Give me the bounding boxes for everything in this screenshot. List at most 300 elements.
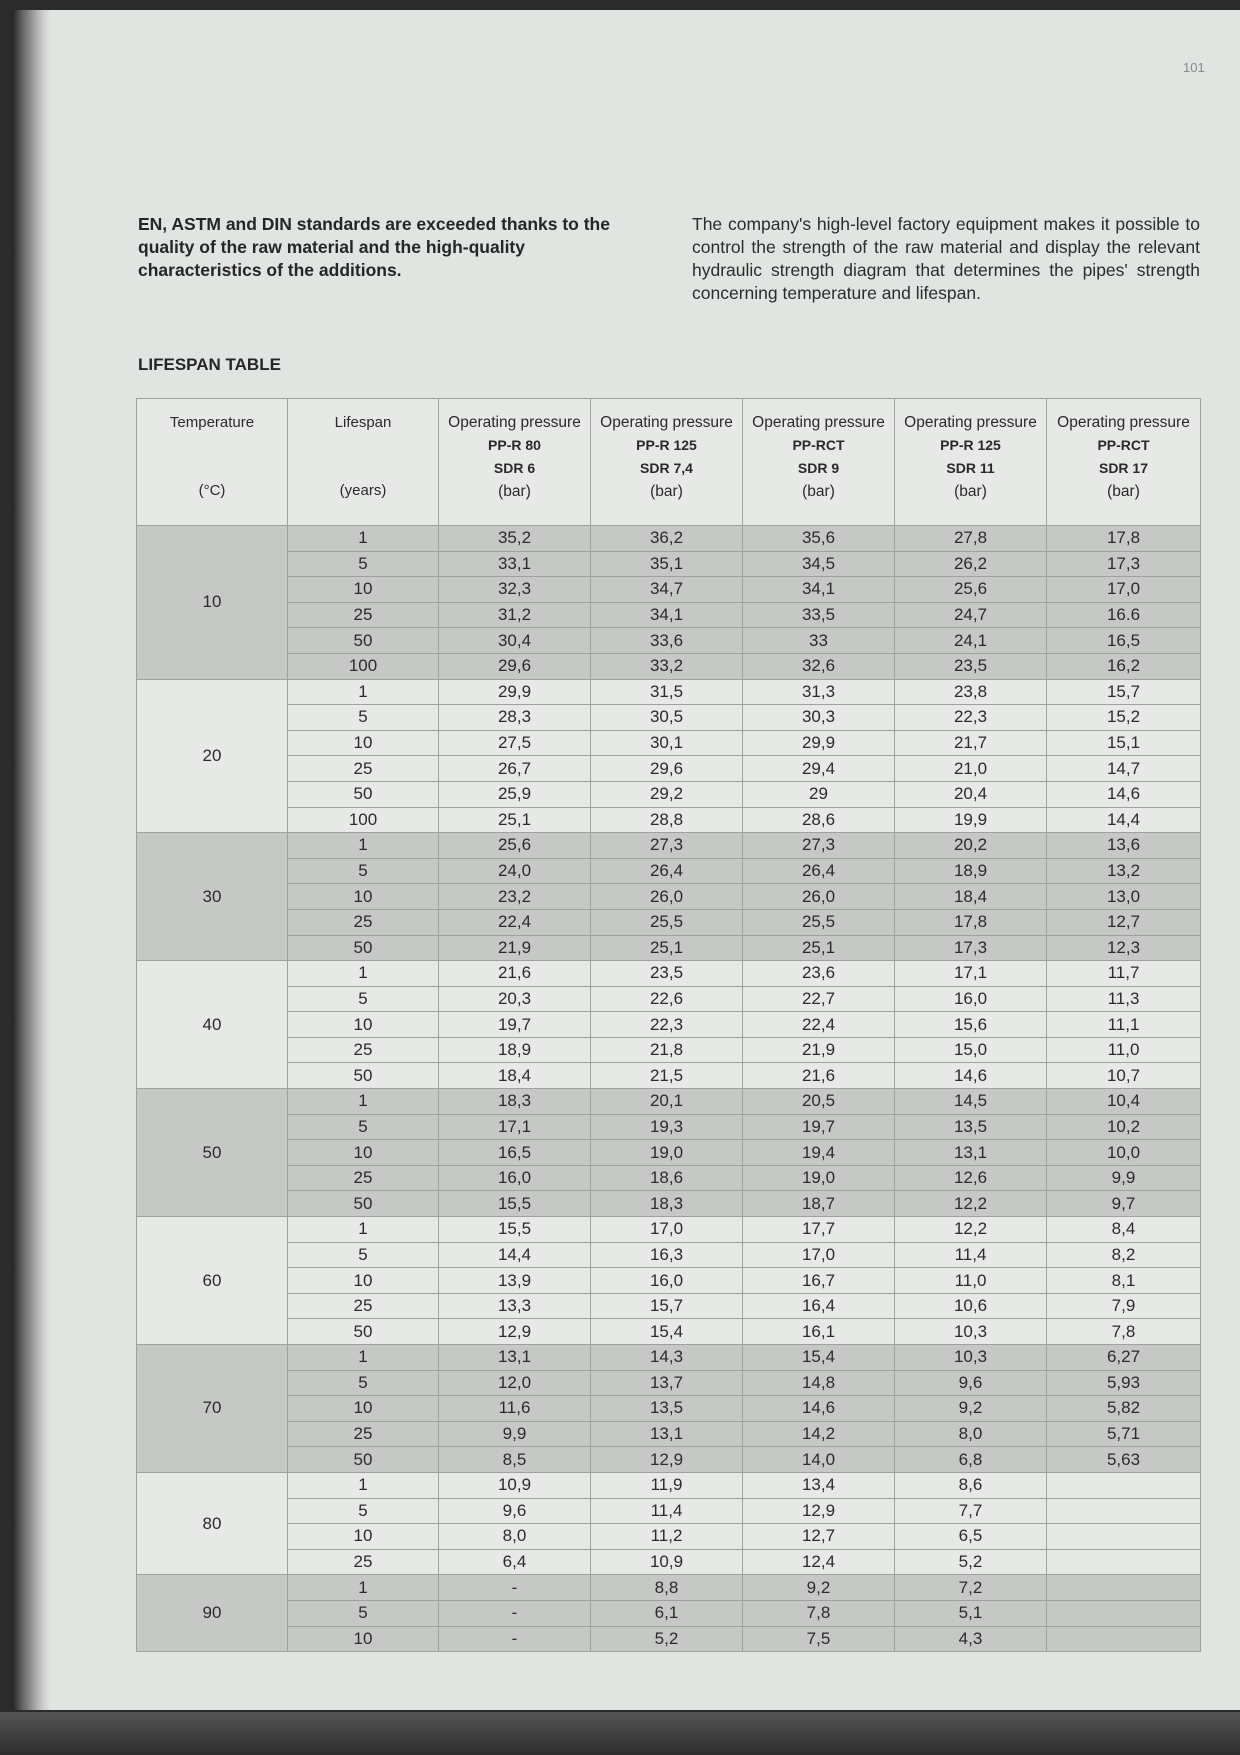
pressure-cell: 12,9 [743,1498,895,1524]
pressure-cell: 26,2 [895,551,1047,577]
lifespan-cell: 50 [288,628,439,654]
table-row [137,1114,1201,1140]
table-row [137,1549,1201,1575]
pressure-cell: 17,3 [1047,551,1201,577]
pressure-cell [1047,1626,1201,1652]
pressure-cell: 7,8 [1047,1319,1201,1345]
pressure-cell: 18,4 [439,1063,591,1089]
lifespan-cell: 10 [288,884,439,910]
lifespan-table [136,398,1201,1652]
pressure-cell: 21,9 [743,1037,895,1063]
pressure-cell: 31,5 [591,679,743,705]
pressure-cell: 7,7 [895,1498,1047,1524]
table-row [137,1063,1201,1089]
pressure-cell: 15,1 [1047,730,1201,756]
pressure-cell: 21,9 [439,935,591,961]
pressure-cell: 26,4 [591,858,743,884]
pressure-cell: 25,1 [591,935,743,961]
table-row [137,858,1201,884]
pressure-cell: 12,6 [895,1165,1047,1191]
table-row [137,1012,1201,1038]
lifespan-cell: 10 [288,577,439,603]
pressure-cell: 5,93 [1047,1370,1201,1396]
pressure-cell: 17,3 [895,935,1047,961]
pressure-cell: 32,6 [743,653,895,679]
pressure-cell: 13,1 [439,1345,591,1371]
pressure-cell: 8,6 [895,1472,1047,1498]
table-row [137,884,1201,910]
table-row [137,1217,1201,1243]
pressure-cell: 12,0 [439,1370,591,1396]
pressure-cell: 31,3 [743,679,895,705]
header-pressure-label: Operating pressure [600,414,733,431]
lifespan-cell: 25 [288,756,439,782]
pressure-cell: 8,4 [1047,1217,1201,1243]
pressure-cell: 28,8 [591,807,743,833]
pressure-cell: 22,7 [743,986,895,1012]
temperature-cell: 60 [137,1217,288,1345]
header-temperature [137,399,288,526]
pressure-cell: 13,1 [591,1421,743,1447]
pressure-cell: 5,1 [895,1600,1047,1626]
pressure-cell: 15,2 [1047,705,1201,731]
pressure-cell: 21,6 [439,961,591,987]
pressure-cell: 12,9 [439,1319,591,1345]
pressure-cell: 9,9 [439,1421,591,1447]
pressure-cell: 10,9 [439,1472,591,1498]
pressure-cell: 22,4 [743,1012,895,1038]
pressure-cell: 19,9 [895,807,1047,833]
lifespan-cell: 1 [288,1345,439,1371]
pressure-cell: 34,1 [743,577,895,603]
pressure-cell: 15,4 [743,1345,895,1371]
pressure-cell: 25,6 [439,833,591,859]
lifespan-cell: 5 [288,1600,439,1626]
pressure-cell: 5,2 [591,1626,743,1652]
header-material-type: PP-R 125 [940,437,1001,453]
pressure-cell [1047,1549,1201,1575]
header-pressure-unit: (bar) [954,483,987,500]
pressure-cell: 25,5 [743,909,895,935]
temperature-cell: 20 [137,679,288,833]
pressure-cell: 9,6 [895,1370,1047,1396]
table-row [137,526,1201,552]
pressure-cell: 11,7 [1047,961,1201,987]
lifespan-cell: 5 [288,1498,439,1524]
pressure-cell: 26,0 [743,884,895,910]
pressure-cell: 13,4 [743,1472,895,1498]
pressure-cell: 10,9 [591,1549,743,1575]
table-row [137,1345,1201,1371]
header-lifespan-label: Lifespan [334,414,392,431]
pressure-cell: 17,0 [1047,577,1201,603]
pressure-cell: 31,2 [439,602,591,628]
pressure-cell: 9,6 [439,1498,591,1524]
lifespan-cell: 25 [288,1421,439,1447]
pressure-cell: 13,7 [591,1370,743,1396]
pressure-cell: 11,0 [1047,1037,1201,1063]
pressure-cell: 9,7 [1047,1191,1201,1217]
pressure-cell: 5,63 [1047,1447,1201,1473]
pressure-cell: 20,1 [591,1089,743,1115]
pressure-cell: 36,2 [591,526,743,552]
pressure-cell: 33,6 [591,628,743,654]
lifespan-cell: 10 [288,1012,439,1038]
pressure-cell [1047,1524,1201,1550]
pressure-cell: 20,4 [895,781,1047,807]
table-row [137,961,1201,987]
pressure-cell: 23,2 [439,884,591,910]
pressure-cell: 21,6 [743,1063,895,1089]
pressure-cell [1047,1575,1201,1601]
table-row [137,679,1201,705]
pressure-cell: 9,2 [743,1575,895,1601]
table-header-row [137,399,1201,526]
pressure-cell: 10,2 [1047,1114,1201,1140]
lifespan-cell: 1 [288,833,439,859]
pressure-cell: 12,3 [1047,935,1201,961]
pressure-cell: 13,1 [895,1140,1047,1166]
header-pressure-unit: (bar) [650,483,683,500]
pressure-cell: 14,6 [895,1063,1047,1089]
pressure-cell: 15,0 [895,1037,1047,1063]
table-row [137,807,1201,833]
header-lifespan [288,399,439,526]
header-pressure-label: Operating pressure [904,414,1037,431]
temperature-cell: 40 [137,961,288,1089]
pressure-cell: 19,4 [743,1140,895,1166]
pressure-cell: 6,4 [439,1549,591,1575]
table-row [137,1447,1201,1473]
pressure-cell: 11,2 [591,1524,743,1550]
table-row [137,1293,1201,1319]
pressure-cell: 23,5 [591,961,743,987]
pressure-cell: - [439,1575,591,1601]
temperature-cell: 50 [137,1089,288,1217]
header-pressure-unit: (bar) [1107,483,1140,500]
table-row [137,1575,1201,1601]
header-material-type: PP-R 80 [488,437,541,453]
pressure-cell: - [439,1626,591,1652]
pressure-cell: 17,8 [1047,526,1201,552]
pressure-cell: 19,3 [591,1114,743,1140]
pressure-cell [1047,1600,1201,1626]
header-material-sdr: SDR 17 [1098,460,1149,476]
table-row [137,1370,1201,1396]
pressure-cell: 21,7 [895,730,1047,756]
temperature-cell: 70 [137,1345,288,1473]
lifespan-cell: 25 [288,602,439,628]
pressure-cell: 29 [743,781,895,807]
lifespan-table-body [137,526,1201,1652]
pressure-cell: 27,5 [439,730,591,756]
pressure-cell: 35,6 [743,526,895,552]
pressure-cell: 33,1 [439,551,591,577]
pressure-cell: 14,4 [439,1242,591,1268]
pressure-cell: 8,0 [895,1421,1047,1447]
table-title: LIFESPAN TABLE [138,355,281,374]
intro-standards-text: EN, ASTM and DIN standards are exceeded thanks to the quality of the raw material and the high-quality characteristics of the additions. [138,214,610,280]
pressure-cell: 10,4 [1047,1089,1201,1115]
table-row [137,551,1201,577]
table-row [137,1268,1201,1294]
pressure-cell: 14,2 [743,1421,895,1447]
pressure-cell: 27,3 [743,833,895,859]
pressure-cell: 25,1 [439,807,591,833]
page-number: 101 [1183,60,1205,75]
pressure-cell: 28,3 [439,705,591,731]
pressure-cell: 30,4 [439,628,591,654]
pressure-cell [1047,1498,1201,1524]
pressure-cell: 12,9 [591,1447,743,1473]
header-pressure-1 [439,399,591,526]
lifespan-cell: 1 [288,1472,439,1498]
pressure-cell: 16,0 [439,1165,591,1191]
pressure-cell: 11,1 [1047,1012,1201,1038]
pressure-cell: 15,7 [1047,679,1201,705]
lifespan-cell: 1 [288,961,439,987]
pressure-cell: 24,0 [439,858,591,884]
pressure-cell: 20,5 [743,1089,895,1115]
pressure-cell: 25,1 [743,935,895,961]
table-row [137,781,1201,807]
table-row [137,602,1201,628]
header-lifespan-unit: (years) [339,482,387,499]
temperature-cell: 30 [137,833,288,961]
pressure-cell: 13,5 [895,1114,1047,1140]
pressure-cell: 11,3 [1047,986,1201,1012]
pressure-cell: 12,4 [743,1549,895,1575]
header-material-type: PP-RCT [1097,437,1150,453]
header-material-sdr: SDR 9 [797,460,840,476]
header-pressure-unit: (bar) [802,483,835,500]
pressure-cell: 12,7 [1047,909,1201,935]
pressure-cell: 4,3 [895,1626,1047,1652]
pressure-cell: 5,71 [1047,1421,1201,1447]
pressure-cell: 14,5 [895,1089,1047,1115]
header-pressure-3 [743,399,895,526]
table-row [137,653,1201,679]
pressure-cell: 16,5 [439,1140,591,1166]
pressure-cell: 20,3 [439,986,591,1012]
pressure-cell: 24,1 [895,628,1047,654]
pressure-cell: 34,7 [591,577,743,603]
pressure-cell: 34,5 [743,551,895,577]
table-row [137,1165,1201,1191]
pressure-cell: 30,5 [591,705,743,731]
pressure-cell: 22,4 [439,909,591,935]
lifespan-cell: 25 [288,1037,439,1063]
lifespan-cell: 50 [288,1063,439,1089]
temperature-cell: 90 [137,1575,288,1652]
lifespan-cell: 10 [288,1268,439,1294]
pressure-cell: 18,7 [743,1191,895,1217]
pressure-cell: 8,8 [591,1575,743,1601]
pressure-cell: 25,5 [591,909,743,935]
lifespan-cell: 50 [288,1191,439,1217]
pressure-cell: 16,1 [743,1319,895,1345]
table-row [137,705,1201,731]
header-temperature-unit: (°C) [198,482,226,499]
lifespan-cell: 1 [288,679,439,705]
lifespan-cell: 1 [288,1575,439,1601]
pressure-cell: 23,5 [895,653,1047,679]
pressure-cell: 17,0 [591,1217,743,1243]
table-row [137,1242,1201,1268]
lifespan-cell: 10 [288,1626,439,1652]
pressure-cell: 16,2 [1047,653,1201,679]
pressure-cell: 26,7 [439,756,591,782]
pressure-cell: 16,0 [895,986,1047,1012]
header-material-sdr: SDR 7,4 [640,460,693,476]
table-row [137,935,1201,961]
pressure-cell: 16.6 [1047,602,1201,628]
lifespan-cell: 1 [288,1217,439,1243]
pressure-cell: 24,7 [895,602,1047,628]
pressure-cell: 26,4 [743,858,895,884]
lifespan-cell: 25 [288,909,439,935]
pressure-cell: 29,9 [743,730,895,756]
pressure-cell: 13,2 [1047,858,1201,884]
pressure-cell: 7,5 [743,1626,895,1652]
pressure-cell: 21,0 [895,756,1047,782]
lifespan-cell: 10 [288,730,439,756]
header-pressure-label: Operating pressure [448,414,581,431]
pressure-cell: 16,4 [743,1293,895,1319]
pressure-cell: 28,6 [743,807,895,833]
pressure-cell: 14,0 [743,1447,895,1473]
header-pressure-4 [895,399,1047,526]
table-row [137,1319,1201,1345]
header-pressure-label: Operating pressure [1057,414,1190,431]
lifespan-cell: 10 [288,1140,439,1166]
pressure-cell: 9,2 [895,1396,1047,1422]
pressure-cell: 6,1 [591,1600,743,1626]
pressure-cell: 33,5 [743,602,895,628]
lifespan-cell: 50 [288,781,439,807]
pressure-cell: 17,0 [743,1242,895,1268]
lifespan-cell: 5 [288,705,439,731]
temperature-cell: 10 [137,526,288,680]
pressure-cell: 11,0 [895,1268,1047,1294]
pressure-cell: 20,2 [895,833,1047,859]
pressure-cell: 35,2 [439,526,591,552]
pressure-cell: 7,2 [895,1575,1047,1601]
table-row [137,1396,1201,1422]
header-pressure-2 [591,399,743,526]
header-material-sdr: SDR 11 [946,460,995,476]
pressure-cell: 33,2 [591,653,743,679]
pressure-cell: 29,2 [591,781,743,807]
table-row [137,1191,1201,1217]
lifespan-cell: 5 [288,858,439,884]
lifespan-cell: 25 [288,1165,439,1191]
pressure-cell: 23,8 [895,679,1047,705]
pressure-cell: 16,3 [591,1242,743,1268]
lifespan-cell: 50 [288,935,439,961]
pressure-cell: 6,5 [895,1524,1047,1550]
pressure-cell: 17,1 [895,961,1047,987]
pressure-cell: 13,6 [1047,833,1201,859]
pressure-cell: 12,2 [895,1191,1047,1217]
pressure-cell: 19,7 [743,1114,895,1140]
pressure-cell: 23,6 [743,961,895,987]
table-row [137,909,1201,935]
lifespan-cell: 50 [288,1447,439,1473]
pressure-cell [1047,1472,1201,1498]
pressure-cell: 11,9 [591,1472,743,1498]
header-material-type: PP-R 125 [636,437,697,453]
pressure-cell: 12,2 [895,1217,1047,1243]
header-material-type: PP-RCT [792,437,845,453]
pressure-cell: 22,6 [591,986,743,1012]
lifespan-cell: 10 [288,1396,439,1422]
pressure-cell: 12,7 [743,1524,895,1550]
pressure-cell: 22,3 [591,1012,743,1038]
pressure-cell: 17,1 [439,1114,591,1140]
scanner-edge [0,1712,1240,1755]
temperature-cell: 80 [137,1472,288,1574]
lifespan-cell: 25 [288,1549,439,1575]
header-material-sdr: SDR 6 [493,460,536,476]
pressure-cell: 19,0 [591,1140,743,1166]
pressure-cell: 25,6 [895,577,1047,603]
pressure-cell: 8,1 [1047,1268,1201,1294]
pressure-cell: 15,5 [439,1217,591,1243]
pressure-cell: 10,0 [1047,1140,1201,1166]
pressure-cell: 8,5 [439,1447,591,1473]
header-temperature-label: Temperature [169,414,255,431]
pressure-cell: 27,8 [895,526,1047,552]
pressure-cell: 32,3 [439,577,591,603]
pressure-cell: 7,9 [1047,1293,1201,1319]
pressure-cell: 10,7 [1047,1063,1201,1089]
table-row [137,756,1201,782]
pressure-cell: 6,27 [1047,1345,1201,1371]
lifespan-cell: 5 [288,986,439,1012]
pressure-cell: 10,3 [895,1345,1047,1371]
pressure-cell: 15,7 [591,1293,743,1319]
lifespan-cell: 50 [288,1319,439,1345]
pressure-cell: 8,0 [439,1524,591,1550]
pressure-cell: - [439,1600,591,1626]
pressure-cell: 16,0 [591,1268,743,1294]
pressure-cell: 8,2 [1047,1242,1201,1268]
header-pressure-5 [1047,399,1201,526]
pressure-cell: 14,8 [743,1370,895,1396]
pressure-cell: 14,4 [1047,807,1201,833]
table-row [137,1421,1201,1447]
pressure-cell: 29,9 [439,679,591,705]
pressure-cell: 13,9 [439,1268,591,1294]
table-row [137,1498,1201,1524]
lifespan-cell: 5 [288,1242,439,1268]
pressure-cell: 29,6 [439,653,591,679]
pressure-cell: 7,8 [743,1600,895,1626]
pressure-cell: 14,7 [1047,756,1201,782]
pressure-cell: 15,4 [591,1319,743,1345]
lifespan-cell: 1 [288,526,439,552]
pressure-cell: 21,5 [591,1063,743,1089]
pressure-cell: 18,4 [895,884,1047,910]
pressure-cell: 22,3 [895,705,1047,731]
pressure-cell: 11,6 [439,1396,591,1422]
pressure-cell: 18,9 [895,858,1047,884]
pressure-cell: 13,0 [1047,884,1201,910]
pressure-cell: 18,6 [591,1165,743,1191]
pressure-cell: 21,8 [591,1037,743,1063]
lifespan-cell: 5 [288,1370,439,1396]
